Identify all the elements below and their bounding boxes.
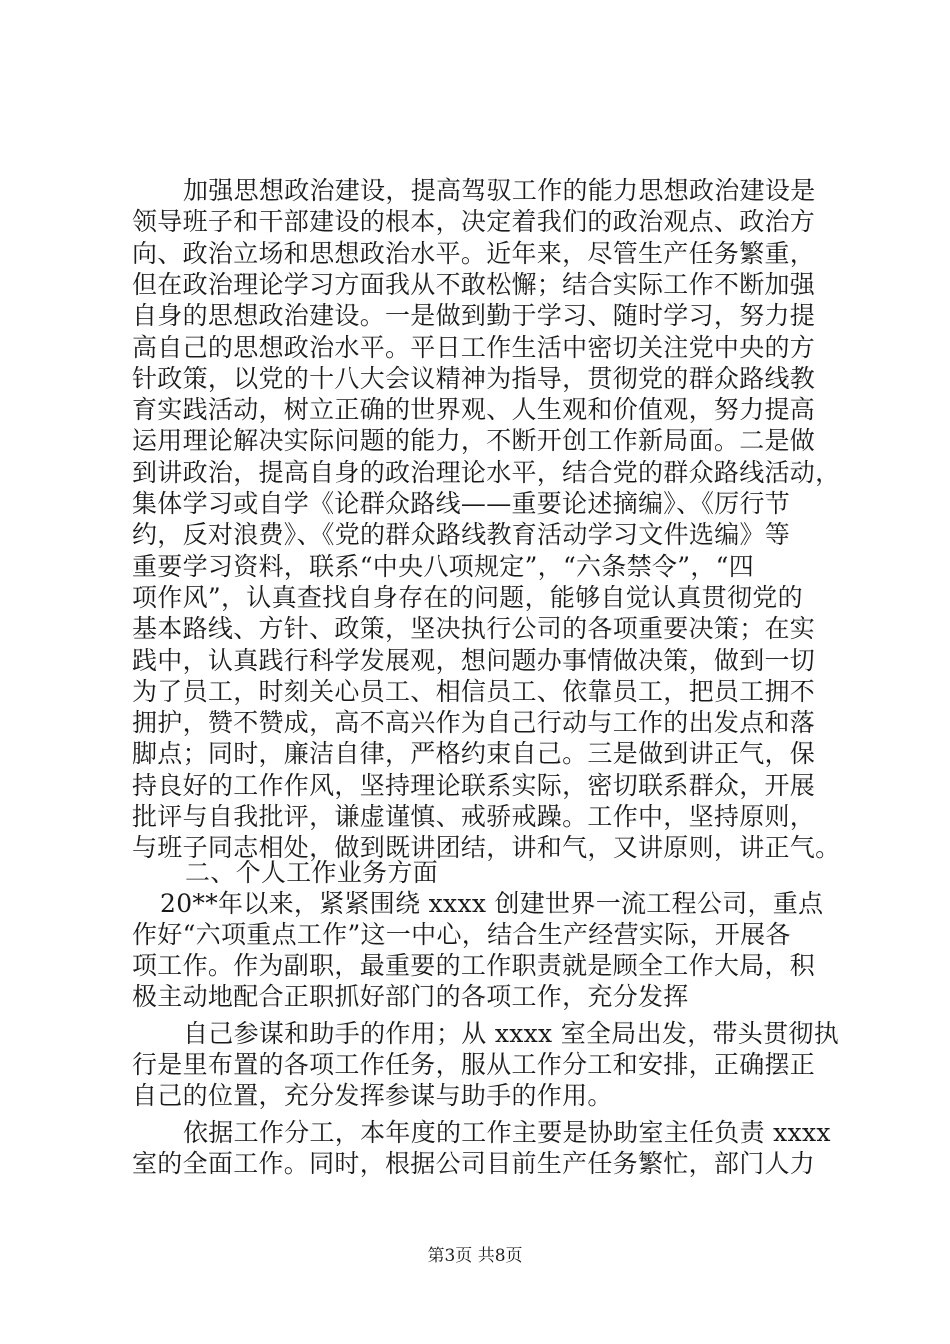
text-line: 运用理论解决实际问题的能力，不断开创工作新局面。二是做 <box>132 426 816 455</box>
text-line: 为了员工，时刻关心员工、相信员工、依靠员工，把员工拥不 <box>132 677 816 706</box>
text-line: 到讲政治，提高自身的政治理论水平，结合党的群众路线活动， <box>132 458 841 487</box>
text-line: 作好“六项重点工作”这一中心，结合生产经营实际，开展各 <box>132 920 791 949</box>
text-line: 育实践活动，树立正确的世界观、人生观和价值观，努力提高 <box>132 395 816 424</box>
text-line: 依据工作分工，本年度的工作主要是协助室主任负责 xxxx <box>183 1118 831 1147</box>
text-line: 自身的思想政治建设。一是做到勤于学习、随时学习，努力提 <box>132 301 816 330</box>
text-line: 极主动地配合正职抓好部门的各项工作，充分发挥 <box>132 982 689 1011</box>
text-line: 约，反对浪费》、《党的群众路线教育活动学习文件选编》等 <box>132 520 791 549</box>
text-line: 针政策，以党的十八大会议精神为指导，贯彻党的群众路线教 <box>132 364 816 393</box>
text-line: 脚点；同时，廉洁自律，严格约束自己。三是做到讲正气，保 <box>132 739 816 768</box>
text-line: 高自己的思想政治水平。平日工作生活中密切关注党中央的方 <box>132 333 816 362</box>
text-line: 项工作。作为副职，最重要的工作职责就是顾全工作大局，积 <box>132 951 816 980</box>
text-line: 拥护，赞不赞成，高不高兴作为自己行动与工作的出发点和落 <box>132 708 816 737</box>
text-line: 基本路线、方针、政策，坚决执行公司的各项重要决策；在实 <box>132 614 816 643</box>
text-line: 行是里布置的各项工作任务，服从工作分工和安排，正确摆正 <box>132 1050 816 1079</box>
page-footer: 第3页 共8页 <box>427 1246 523 1266</box>
text-line: 但在政治理论学习方面我从不敢松懈；结合实际工作不断加强 <box>132 270 816 299</box>
text-line: 持良好的工作作风，坚持理论联系实际，密切联系群众，开展 <box>132 771 816 800</box>
section-heading: 二、个人工作业务方面 <box>185 858 439 887</box>
text-line: 室的全面工作。同时，根据公司目前生产任务繁忙，部门人力 <box>132 1149 816 1178</box>
text-line: 与班子同志相处，做到既讲团结，讲和气，又讲原则，讲正气。 <box>132 833 841 862</box>
text-line: 加强思想政治建设，提高驾驭工作的能力思想政治建设是 <box>183 176 816 205</box>
text-line: 20**年以来，紧紧围绕 xxxx 创建世界一流工程公司，重点 <box>160 889 824 918</box>
text-line: 践中，认真践行科学发展观，想问题办事情做决策，做到一切 <box>132 646 816 675</box>
text-line: 批评与自我批评，谦虚谨慎、戒骄戒躁。工作中，坚持原则， <box>132 802 816 831</box>
text-line: 领导班子和干部建设的根本，决定着我们的政治观点、政治方 <box>132 207 816 236</box>
text-line: 项作风”，认真查找自身存在的问题，能够自觉认真贯彻党的 <box>132 583 803 612</box>
text-line: 自己参谋和助手的作用；从 xxxx 室全局出发，带头贯彻执 <box>183 1019 839 1048</box>
text-line: 向、政治立场和思想政治水平。近年来，尽管生产任务繁重， <box>132 239 816 268</box>
text-line: 集体学习或自学《论群众路线——重要论述摘编》、《厉行节 <box>132 489 791 518</box>
text-line: 重要学习资料，联系“中央八项规定”，“六条禁令”，“四 <box>132 552 755 581</box>
text-line: 自己的位置，充分发挥参谋与助手的作用。 <box>132 1081 613 1110</box>
